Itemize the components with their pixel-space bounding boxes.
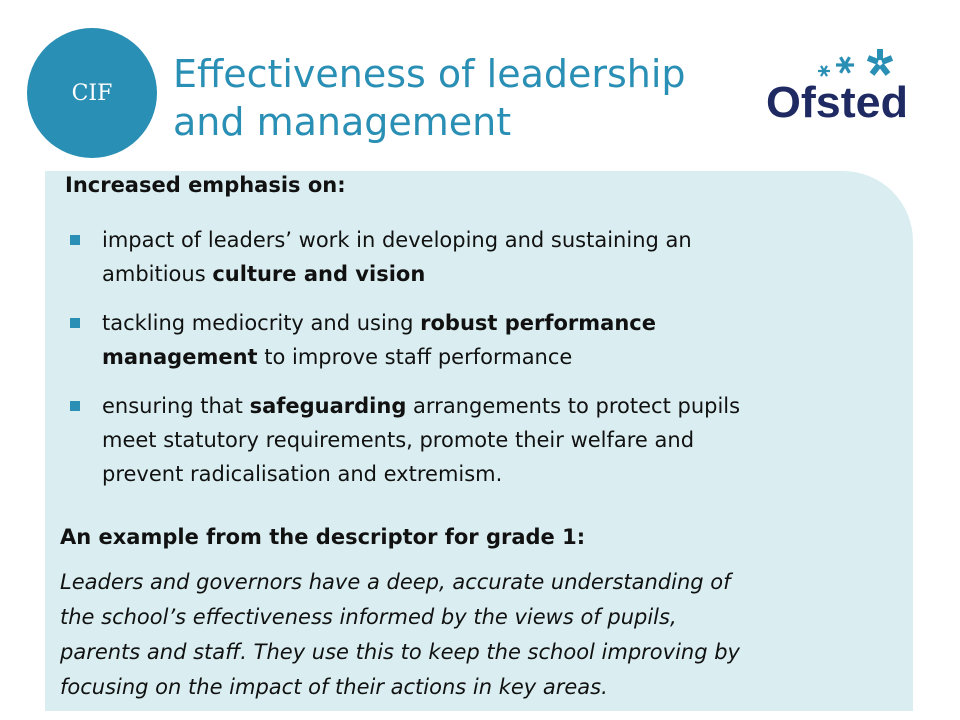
bullet-3-text-b: arrangements to protect pupils bbox=[406, 394, 741, 418]
logo-stars-icon bbox=[818, 49, 892, 76]
bullet-3-text-a: ensuring that bbox=[102, 394, 250, 418]
bullet-2-text: tackling mediocrity and using bbox=[102, 311, 421, 335]
ofsted-logo bbox=[762, 44, 912, 124]
bullet-3-line-1 bbox=[102, 389, 886, 423]
list-item bbox=[66, 223, 886, 291]
list-item bbox=[66, 389, 886, 491]
bullet-3-line-2: meet statutory requirements, promote their welfare and bbox=[102, 428, 695, 452]
bullet-2-text-cont: to improve staff performance bbox=[257, 345, 573, 369]
example-line-1: Leaders and governors have a deep, accurate understanding of bbox=[60, 570, 731, 594]
square-bullet-icon bbox=[70, 318, 80, 328]
example-line-3: parents and staff. They use this to keep the school improving by bbox=[60, 640, 740, 664]
page-title bbox=[173, 50, 713, 146]
example-line-4: focusing on the impact of their actions in key areas. bbox=[60, 675, 608, 699]
bullet-1-line-1: impact of leaders’ work in developing and sustaining an bbox=[102, 228, 692, 252]
bullet-2-line-2 bbox=[102, 340, 886, 374]
cif-badge bbox=[27, 28, 157, 158]
title-line-1: Effectiveness of leadership bbox=[173, 52, 686, 96]
example-text bbox=[60, 565, 910, 705]
bullet-3-bold: safeguarding bbox=[249, 394, 407, 418]
list-item bbox=[66, 306, 886, 374]
emphasis-heading: Increased emphasis on: bbox=[65, 173, 346, 197]
square-bullet-icon bbox=[70, 401, 80, 411]
bullet-2-bold-cont: management bbox=[102, 345, 258, 369]
example-heading: An example from the descriptor for grade 1: bbox=[60, 525, 586, 549]
bullet-1-bold: culture and vision bbox=[212, 262, 426, 286]
bullet-1-line-2 bbox=[102, 257, 886, 291]
bullet-2-line-1 bbox=[102, 306, 886, 340]
cif-badge-label: CIF bbox=[71, 80, 113, 106]
example-line-2: the school’s effectiveness informed by the views of pupils, bbox=[60, 605, 677, 629]
emphasis-list bbox=[66, 223, 886, 506]
bullet-3-line-3: prevent radicalisation and extremism. bbox=[102, 462, 503, 486]
bullet-2-bold: robust performance bbox=[420, 311, 656, 335]
title-line-2: and management bbox=[173, 100, 512, 144]
square-bullet-icon bbox=[70, 235, 80, 245]
bullet-1-text: ambitious bbox=[102, 262, 213, 286]
logo-wordmark: Ofsted bbox=[766, 78, 908, 124]
